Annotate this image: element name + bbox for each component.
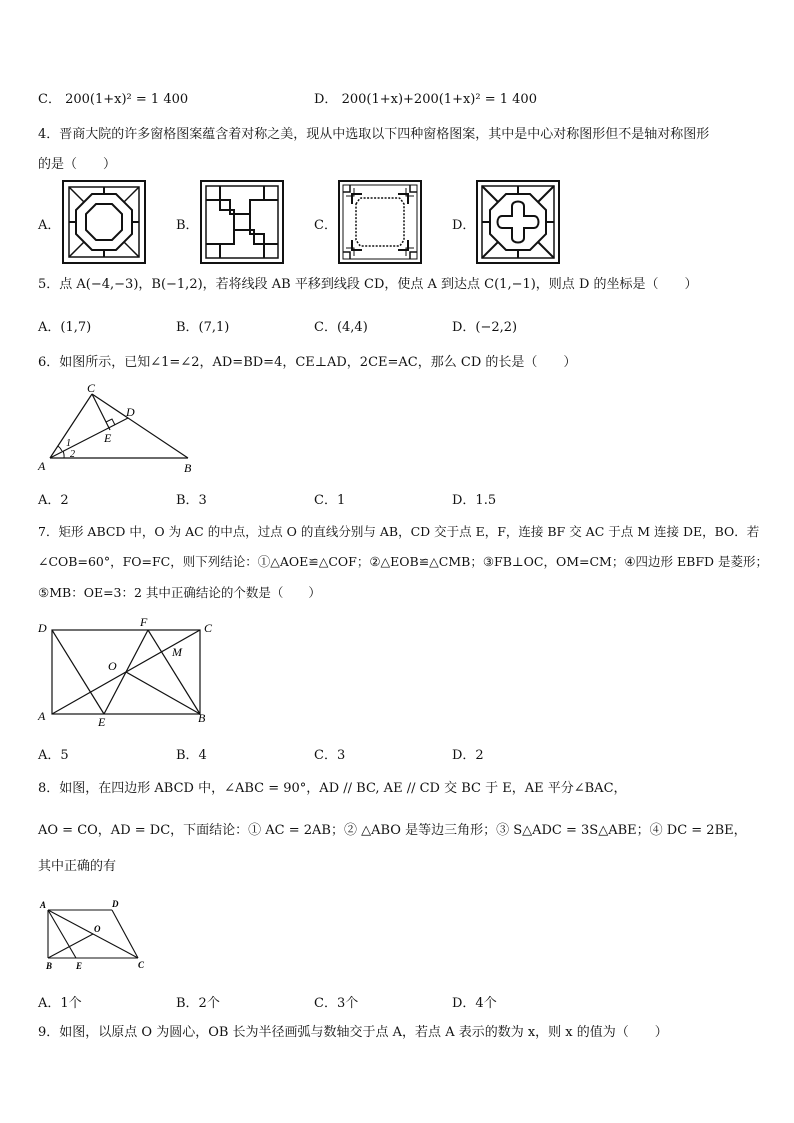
q4-stem-line2: 的是（ ） <box>38 157 117 172</box>
q4-option-d-label: D． <box>452 218 476 233</box>
q6-label-b: B <box>184 461 192 475</box>
q7-label-d: D <box>38 621 47 635</box>
q7-option-c: C．3 <box>314 748 346 763</box>
q6-label-c: C <box>87 381 96 395</box>
q8-stem-line3: 其中正确的有 <box>38 859 117 874</box>
q3-option-c <box>38 88 188 107</box>
q7-option-b: B．4 <box>176 748 207 763</box>
q6-label-a: A <box>38 459 46 473</box>
q8-option-a: A．1个 <box>38 996 82 1011</box>
q8-label-d: D <box>112 899 119 909</box>
q6-angle-2: 2 <box>70 449 75 460</box>
q5-option-d: D．(−2,2) <box>452 320 518 335</box>
q6-stem: 6．如图所示，已知∠1=∠2，AD=BD=4，CE⊥AD，2CE=AC，那么 CD 的长是（ ） <box>38 355 577 370</box>
q7-label-o: O <box>108 659 117 673</box>
q7-option-d: D．2 <box>452 748 484 763</box>
q6-option-c: C．1 <box>314 493 346 508</box>
q6-label-d: D <box>126 405 135 419</box>
q8-quadrilateral-figure <box>36 896 156 972</box>
q6-angle-1: 1 <box>66 438 71 449</box>
q4-window-pattern-b <box>200 180 284 264</box>
q4-option-c-label: C． <box>314 218 337 233</box>
q4-window-pattern-a <box>62 180 146 264</box>
q4-window-pattern-d <box>476 180 560 264</box>
q6-option-a: A．2 <box>38 493 69 508</box>
q6-label-e: E <box>104 431 112 445</box>
q4-window-pattern-c <box>338 180 422 264</box>
q8-label-c: C <box>138 960 145 970</box>
option-expression: 200(1+x)+200(1+x)² = 1 400 <box>341 92 537 107</box>
q4-option-a-label: A． <box>38 218 61 233</box>
q8-label-e: E <box>76 961 83 971</box>
q7-stem-line1: 7．矩形 ABCD 中，O 为 AC 的中点，过点 O 的直线分别与 AB，CD 交于点 E，F，连接 BF 交 AC 于点 M 连接 DE，BO．若 <box>38 524 760 539</box>
q7-stem-line2: ∠COB=60°，FO=FC，则下列结论：①△AOE≌△COF；②△EOB≌△CMB；③FB⊥OC，OM=CM；④四边形 EBFD 是菱形； <box>38 554 769 569</box>
q8-label-a: A <box>40 900 47 910</box>
q3-option-d <box>314 88 537 107</box>
q8-option-c: C．3个 <box>314 996 359 1011</box>
q6-triangle-figure <box>34 380 204 476</box>
q8-stem-line1: 8．如图，在四边形 ABCD 中，∠ABC = 90°，AD // BC, AE // CD 交 BC 于 E，AE 平分∠BAC， <box>38 781 627 796</box>
q6-option-b: B．3 <box>176 493 207 508</box>
q7-label-e: E <box>98 715 106 726</box>
option-expression: 200(1+x)² = 1 400 <box>65 92 189 107</box>
q5-option-c: C．(4,4) <box>314 320 368 335</box>
q8-option-b: B．2个 <box>176 996 220 1011</box>
q7-stem-line3: ⑤MB：OE=3：2 其中正确结论的个数是（ ） <box>38 585 321 600</box>
q5-option-b: B．(7,1) <box>176 320 230 335</box>
q8-label-b: B <box>46 961 53 971</box>
q7-label-f: F <box>140 615 148 629</box>
q4-stem-line1: 4．晋商大院的许多窗格图案蕴含着对称之美，现从中选取以下四种窗格图案，其中是中心对称图形但不是轴对称图形 <box>38 127 710 142</box>
q7-option-a: A．5 <box>38 748 69 763</box>
q5-stem: 5．点 A(−4,−3)，B(−1,2)，若将线段 AB 平移到线段 CD，使点 A 到达点 C(1,−1)，则点 D 的坐标是（ ） <box>38 277 698 292</box>
q8-label-o: O <box>94 924 101 934</box>
q4-option-b-label: B． <box>176 218 199 233</box>
q9-stem: 9．如图，以原点 O 为圆心，OB 长为半径画弧与数轴交于点 A，若点 A 表示的数为 x，则 x 的值为（ ） <box>38 1025 668 1040</box>
option-label: C． <box>38 92 61 107</box>
q7-label-a: A <box>38 709 46 723</box>
q7-rectangle-figure <box>34 614 220 726</box>
q5-option-a: A．(1,7) <box>38 320 92 335</box>
q7-label-c: C <box>204 621 213 635</box>
q7-label-b: B <box>198 711 206 725</box>
q7-label-m: M <box>172 645 182 659</box>
q8-option-d: D．4个 <box>452 996 497 1011</box>
option-label: D． <box>314 92 338 107</box>
q8-stem-line2: AO = CO，AD = DC，下面结论：① AC = 2AB；② △ABO 是等边三角形；③ S△ADC = 3S△ABE；④ DC = 2BE， <box>38 823 747 838</box>
q6-option-d: D．1.5 <box>452 493 497 508</box>
